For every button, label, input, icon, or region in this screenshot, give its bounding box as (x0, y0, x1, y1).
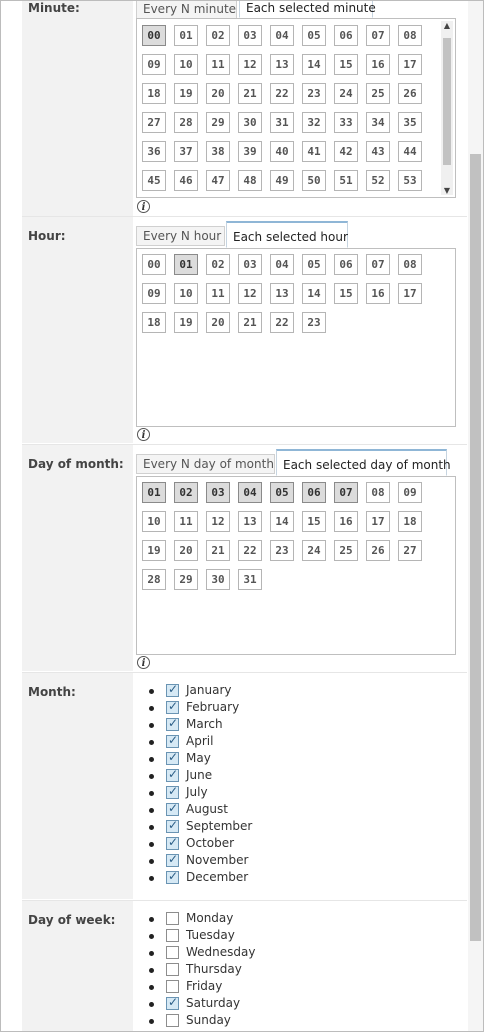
hour-cell[interactable]: 19 (174, 312, 198, 333)
tab-every-n-hour[interactable]: Every N hour (136, 226, 225, 246)
dow-item-label[interactable]: Tuesday (186, 928, 235, 942)
dom-cell[interactable]: 30 (206, 569, 230, 590)
dow-item (149, 995, 241, 1012)
month-item (149, 767, 213, 784)
dom-cell[interactable]: 22 (238, 540, 262, 561)
minute-cell[interactable]: 37 (174, 141, 198, 162)
dom-cell[interactable]: 09 (398, 482, 422, 503)
minute-cell[interactable]: 24 (334, 83, 358, 104)
dom-label-cell (22, 445, 133, 671)
minute-cell[interactable]: 05 (302, 25, 326, 46)
dom-cell[interactable]: 29 (174, 569, 198, 590)
month-checkbox[interactable] (166, 718, 179, 731)
minute-grid-panel (136, 18, 456, 198)
minute-cell[interactable]: 25 (366, 83, 390, 104)
minute-cell[interactable]: 42 (334, 141, 358, 162)
dom-cell[interactable]: 10 (142, 511, 166, 532)
dom-cell[interactable]: 11 (174, 511, 198, 532)
dow-checkbox[interactable] (166, 980, 179, 993)
dow-checkbox[interactable] (166, 946, 179, 959)
dow-item-label[interactable]: Monday (186, 911, 234, 925)
minute-cell[interactable]: 02 (206, 25, 230, 46)
minute-cell[interactable]: 32 (302, 112, 326, 133)
dow-checklist (149, 910, 256, 1029)
dom-cell[interactable]: 26 (366, 540, 390, 561)
hour-cell[interactable]: 13 (270, 283, 294, 304)
minute-cell[interactable]: 10 (174, 54, 198, 75)
hour-label-cell (22, 217, 133, 443)
minute-cell[interactable]: 16 (366, 54, 390, 75)
tab-each-selected-day-of-month[interactable]: Each selected day of month (276, 449, 447, 476)
month-item (149, 852, 249, 869)
minute-cell[interactable]: 29 (206, 112, 230, 133)
month-item-label[interactable]: December (186, 870, 249, 884)
month-checkbox[interactable] (166, 820, 179, 833)
hour-cell[interactable]: 07 (366, 254, 390, 275)
minute-cell[interactable]: 08 (398, 25, 422, 46)
month-item (149, 869, 249, 886)
month-item-label[interactable]: May (186, 751, 211, 765)
dow-item (149, 910, 234, 927)
dow-item (149, 944, 256, 961)
minute-cell[interactable]: 03 (238, 25, 262, 46)
month-label: Month: (28, 685, 76, 699)
dom-cell[interactable]: 28 (142, 569, 166, 590)
hour-cell[interactable]: 09 (142, 283, 166, 304)
day-of-week-row (1, 901, 467, 1032)
dom-cell[interactable]: 15 (302, 511, 326, 532)
hour-cell[interactable]: 20 (206, 312, 230, 333)
minute-label: Minute: (28, 1, 80, 15)
dow-item-label[interactable]: Saturday (186, 996, 241, 1010)
dom-cell[interactable]: 18 (398, 511, 422, 532)
month-item (149, 750, 211, 767)
minute-cell[interactable]: 43 (366, 141, 390, 162)
hour-cell[interactable]: 23 (302, 312, 326, 333)
minute-scrollbar[interactable] (441, 21, 453, 195)
hour-grid-panel (136, 248, 456, 427)
month-checkbox[interactable] (166, 684, 179, 697)
hour-cell[interactable]: 21 (238, 312, 262, 333)
minute-cell[interactable]: 35 (398, 112, 422, 133)
minute-cell[interactable]: 15 (334, 54, 358, 75)
month-checkbox[interactable] (166, 735, 179, 748)
hour-cell[interactable]: 00 (142, 254, 166, 275)
hour-cell[interactable]: 06 (334, 254, 358, 275)
dom-cell[interactable]: 03 (206, 482, 230, 503)
dom-grid (142, 482, 432, 598)
dom-cell[interactable]: 19 (142, 540, 166, 561)
hour-cell[interactable]: 14 (302, 283, 326, 304)
hour-cell[interactable]: 11 (206, 283, 230, 304)
minute-cell[interactable]: 45 (142, 170, 166, 191)
hour-cell[interactable]: 02 (206, 254, 230, 275)
month-item-label[interactable]: July (186, 785, 208, 799)
minute-cell[interactable]: 22 (270, 83, 294, 104)
hour-label: Hour: (28, 229, 66, 243)
month-checkbox[interactable] (166, 786, 179, 799)
dom-cell[interactable]: 24 (302, 540, 326, 561)
month-item (149, 818, 253, 835)
hour-cell[interactable]: 04 (270, 254, 294, 275)
info-icon[interactable]: i (137, 656, 150, 669)
month-item-label[interactable]: November (186, 853, 249, 867)
dom-cell[interactable]: 27 (398, 540, 422, 561)
minute-cell[interactable]: 13 (270, 54, 294, 75)
dow-checkbox[interactable] (166, 963, 179, 976)
minute-cell[interactable]: 44 (398, 141, 422, 162)
minute-cell[interactable]: 18 (142, 83, 166, 104)
dom-cell[interactable]: 13 (238, 511, 262, 532)
dow-item (149, 927, 235, 944)
month-item-label[interactable]: March (186, 717, 223, 731)
minute-cell[interactable]: 36 (142, 141, 166, 162)
dow-item-label[interactable]: Friday (186, 979, 223, 993)
month-item (149, 801, 228, 818)
minute-cell[interactable]: 33 (334, 112, 358, 133)
minute-cell[interactable]: 39 (238, 141, 262, 162)
dow-checkbox[interactable] (166, 912, 179, 925)
dom-cell[interactable]: 08 (366, 482, 390, 503)
month-item (149, 733, 214, 750)
minute-cell[interactable]: 40 (270, 141, 294, 162)
page-scroll-thumb[interactable] (470, 154, 481, 941)
month-checkbox[interactable] (166, 871, 179, 884)
dom-cell[interactable]: 16 (334, 511, 358, 532)
hour-grid (142, 254, 432, 341)
minute-cell[interactable]: 38 (206, 141, 230, 162)
minute-cell[interactable]: 04 (270, 25, 294, 46)
month-item (149, 682, 232, 699)
minute-cell[interactable]: 06 (334, 25, 358, 46)
dow-item (149, 961, 242, 978)
month-item (149, 835, 235, 852)
minute-cell[interactable]: 12 (238, 54, 262, 75)
dom-cell[interactable]: 07 (334, 482, 358, 503)
month-row (1, 673, 467, 899)
month-checkbox[interactable] (166, 752, 179, 765)
minute-cell[interactable]: 30 (238, 112, 262, 133)
day-of-month-row (1, 445, 467, 671)
month-item-label[interactable]: April (186, 734, 214, 748)
month-item-label[interactable]: January (186, 683, 232, 697)
minute-cell[interactable]: 01 (174, 25, 198, 46)
month-item (149, 716, 223, 733)
dow-item-label[interactable]: Sunday (186, 1013, 231, 1027)
minute-cell[interactable]: 53 (398, 170, 422, 191)
minute-cell[interactable]: 00 (142, 25, 166, 46)
dom-cell[interactable]: 21 (206, 540, 230, 561)
chevron-up-icon[interactable]: ▲ (443, 21, 451, 30)
month-item-label[interactable]: June (186, 768, 213, 782)
hour-cell[interactable]: 18 (142, 312, 166, 333)
minute-cell[interactable]: 26 (398, 83, 422, 104)
chevron-down-icon[interactable]: ▼ (443, 186, 451, 195)
dow-checkbox[interactable] (166, 929, 179, 942)
info-icon[interactable]: i (137, 428, 150, 441)
dow-label: Day of week: (28, 913, 116, 927)
hour-cell[interactable]: 05 (302, 254, 326, 275)
month-item-label[interactable]: August (186, 802, 228, 816)
dow-item-label[interactable]: Thursday (186, 962, 242, 976)
month-item-label[interactable]: October (186, 836, 235, 850)
hour-cell[interactable]: 12 (238, 283, 262, 304)
minute-cell[interactable]: 07 (366, 25, 390, 46)
page-scrollbar[interactable] (468, 1, 483, 1031)
dom-cell[interactable]: 01 (142, 482, 166, 503)
dow-item-label[interactable]: Wednesday (186, 945, 256, 959)
dow-checkbox[interactable] (166, 1014, 179, 1027)
tab-each-selected-hour[interactable]: Each selected hour (226, 221, 348, 248)
minute-grid (142, 25, 432, 198)
hour-row (1, 217, 467, 443)
month-item (149, 699, 240, 716)
minute-cell[interactable]: 52 (366, 170, 390, 191)
minute-cell[interactable]: 23 (302, 83, 326, 104)
minute-cell[interactable]: 27 (142, 112, 166, 133)
dom-cell[interactable]: 31 (238, 569, 262, 590)
hour-cell[interactable]: 01 (174, 254, 198, 275)
minute-cell[interactable]: 31 (270, 112, 294, 133)
hour-cell[interactable]: 08 (398, 254, 422, 275)
month-checkbox[interactable] (166, 837, 179, 850)
minute-cell[interactable]: 17 (398, 54, 422, 75)
hour-cell[interactable]: 16 (366, 283, 390, 304)
minute-cell[interactable]: 48 (238, 170, 262, 191)
month-checkbox[interactable] (166, 854, 179, 867)
dom-grid-panel (136, 476, 456, 655)
dow-label-cell (22, 901, 133, 1032)
dom-cell[interactable]: 20 (174, 540, 198, 561)
dom-cell[interactable]: 06 (302, 482, 326, 503)
dom-cell[interactable]: 23 (270, 540, 294, 561)
dom-label: Day of month: (28, 457, 124, 471)
minute-label-cell (22, 1, 133, 216)
minute-cell[interactable]: 41 (302, 141, 326, 162)
info-icon[interactable]: i (137, 200, 150, 213)
minute-cell[interactable]: 09 (142, 54, 166, 75)
minute-cell[interactable]: 21 (238, 83, 262, 104)
minute-cell[interactable]: 19 (174, 83, 198, 104)
dom-cell[interactable]: 12 (206, 511, 230, 532)
minute-scroll-thumb[interactable] (443, 38, 451, 165)
dom-cell[interactable]: 05 (270, 482, 294, 503)
minute-cell[interactable]: 11 (206, 54, 230, 75)
month-item-label[interactable]: September (186, 819, 253, 833)
minute-row (1, 1, 467, 216)
month-checkbox[interactable] (166, 803, 179, 816)
minute-cell[interactable]: 34 (366, 112, 390, 133)
hour-cell[interactable]: 03 (238, 254, 262, 275)
dom-cell[interactable]: 14 (270, 511, 294, 532)
dow-item (149, 978, 223, 995)
minute-cell[interactable]: 47 (206, 170, 230, 191)
minute-cell[interactable]: 28 (174, 112, 198, 133)
hour-cell[interactable]: 17 (398, 283, 422, 304)
month-checkbox[interactable] (166, 701, 179, 714)
hour-cell[interactable]: 15 (334, 283, 358, 304)
minute-cell[interactable]: 49 (270, 170, 294, 191)
month-checkbox[interactable] (166, 769, 179, 782)
hour-cell[interactable]: 22 (270, 312, 294, 333)
minute-cell[interactable]: 14 (302, 54, 326, 75)
dom-cell[interactable]: 04 (238, 482, 262, 503)
dom-cell[interactable]: 17 (366, 511, 390, 532)
tab-every-n-minute[interactable]: Every N minute (136, 0, 237, 19)
tab-each-selected-minute[interactable]: Each selected minute (239, 0, 373, 18)
month-item-label[interactable]: February (186, 700, 240, 714)
dom-cell[interactable]: 25 (334, 540, 358, 561)
minute-cell[interactable]: 46 (174, 170, 198, 191)
dom-cell[interactable]: 02 (174, 482, 198, 503)
hour-cell[interactable]: 10 (174, 283, 198, 304)
dow-checkbox[interactable] (166, 997, 179, 1010)
month-label-cell (22, 673, 133, 899)
tab-every-n-day-of-month[interactable]: Every N day of month (136, 454, 275, 474)
dow-item (149, 1012, 231, 1029)
month-item (149, 784, 208, 801)
minute-cell[interactable]: 20 (206, 83, 230, 104)
minute-cell[interactable]: 50 (302, 170, 326, 191)
month-checklist (149, 682, 253, 886)
minute-cell[interactable]: 51 (334, 170, 358, 191)
